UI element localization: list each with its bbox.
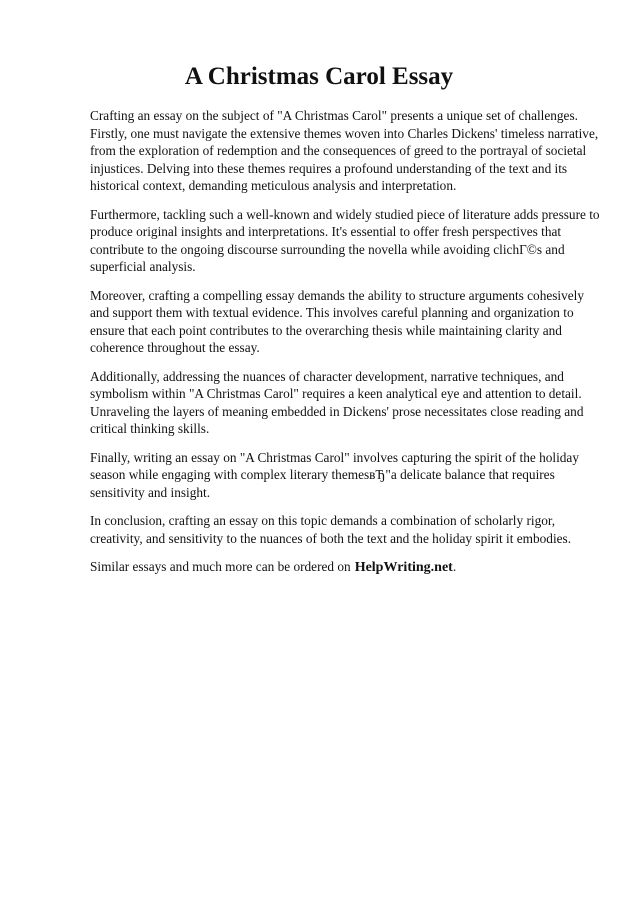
document-body (90, 107, 600, 588)
paragraph-6: In conclusion, crafting an essay on this topic demands a combination of scholarly rigor, creativity, and sensitivity to the nuances of both the text and the holiday spirit it embodies. (90, 513, 572, 546)
footer-suffix: . (452, 559, 457, 574)
paragraph-2: Furthermore, tackling such a well-known and widely studied piece of literature adds pressure to produce original insights and interpretations. It's essential to offer fresh perspectives that contribute to the ongoing discourse surrounding the novella while avoiding clichГ©s and superficial analysis. (90, 206, 600, 274)
footer-prefix: Similar essays and much more can be ordered on (90, 559, 351, 574)
order-footer (90, 558, 600, 577)
document-title: A Christmas Carol Essay (184, 63, 454, 90)
paragraph-1: Crafting an essay on the subject of "A Christmas Carol" presents a unique set of challenges. Firstly, one must navigate the extensive themes woven into Charles Dickens' timeless narrative, from the exploration of redemption and the consequences of greed to the portrayal of societal injustices. Delving into these themes requires a profound understanding of the text and its historical context, demanding meticulous analysis and interpretation. (90, 108, 599, 193)
paragraph-3: Moreover, crafting a compelling essay demands the ability to structure arguments cohesively and support them with textual evidence. This involves careful planning and organization to ensure that each point contributes to the overarching thesis while maintaining clarity and coherence throughout the essay. (90, 287, 585, 355)
paragraph-5: Finally, writing an essay on "A Christmas Carol" involves capturing the spirit of the holiday season while engaging with complex literary themesвЂ"a delicate balance that requires sensitivity and insight. (90, 449, 579, 500)
paragraph-4: Additionally, addressing the nuances of character development, narrative techniques, and symbolism within "A Christmas Carol" requires a keen analytical eye and attention to detail. Unraveling the layers of meaning embedded in Dickens' prose necessitates close reading and critical thinking skills. (90, 368, 584, 436)
helpwriting-link[interactable]: HelpWriting.net (354, 560, 453, 575)
